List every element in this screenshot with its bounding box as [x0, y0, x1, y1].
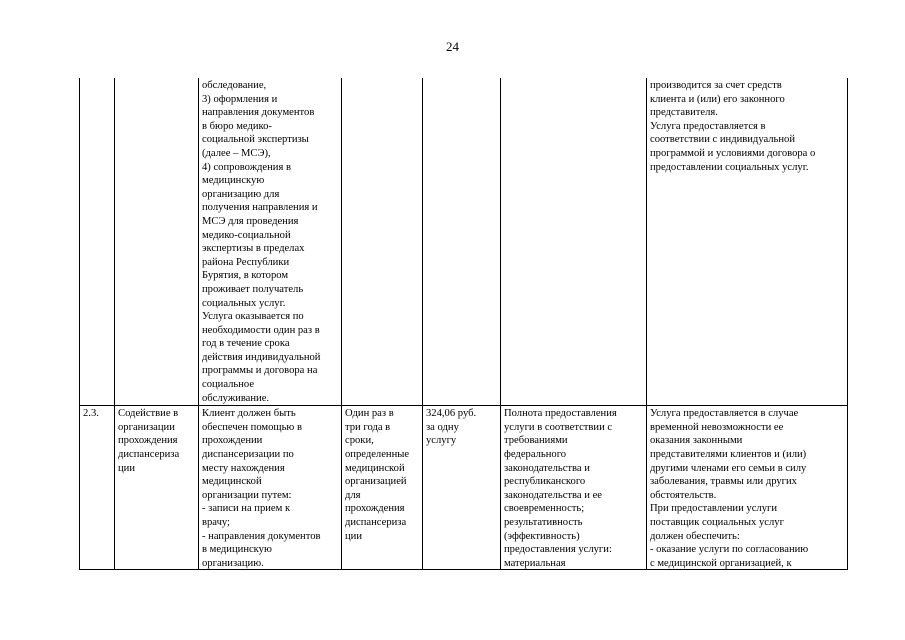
conditions-lines	[650, 79, 844, 174]
cell-conditions	[647, 406, 848, 570]
text-line: (далее – МСЭ),	[202, 147, 271, 159]
text-line: материальная	[504, 557, 566, 569]
text-line: диспансериза	[345, 517, 407, 528]
text-line: временной невозможности ее	[650, 421, 784, 433]
text-line: услугу	[426, 435, 457, 447]
text-line: за одну	[426, 421, 459, 433]
cell-periodicity	[342, 78, 423, 406]
cell-conditions	[647, 78, 848, 406]
text-line: 4) сопровождения в	[202, 161, 291, 173]
text-line: определенные	[345, 449, 410, 461]
text-line: Услуга предоставляется в	[650, 120, 766, 132]
text-line: год в течение срока	[202, 338, 290, 350]
text-line: диспансериза	[118, 449, 180, 461]
text-line: предоставлении социальных услуг.	[650, 161, 809, 173]
text-line: обследование,	[202, 80, 267, 91]
text-line: Услуга предоставляется в случае	[650, 408, 799, 420]
text-line: Клиент должен быть	[202, 408, 296, 420]
cell-periodicity	[342, 406, 423, 570]
text-line: в медицинскую	[202, 544, 272, 556]
text-line: проживает получатель	[202, 283, 304, 295]
cell-price	[423, 78, 501, 406]
text-line: организации	[118, 421, 175, 433]
text-line: прохождения	[118, 435, 178, 447]
text-line: социальных услуг.	[202, 297, 286, 309]
text-line: клиента и (или) его законного	[650, 93, 785, 105]
text-line: результативность	[504, 517, 583, 528]
service-name-lines	[118, 407, 195, 569]
text-line: должен обеспечить:	[650, 530, 740, 542]
text-line: При предоставлении услуги	[650, 503, 778, 515]
text-line: сроки,	[345, 435, 374, 447]
text-line: - записи на прием к	[202, 503, 291, 515]
text-line: необходимости один раз в	[202, 324, 320, 336]
cell-description	[199, 406, 342, 570]
text-line: организацию.	[202, 557, 264, 569]
text-line: ции	[345, 530, 363, 542]
text-line: своевременность;	[504, 503, 585, 515]
text-line: - оказание услуги по согласованию	[650, 544, 809, 556]
text-line: прохождения	[345, 503, 405, 515]
text-line: прохождении	[202, 435, 263, 447]
page-number: 24	[446, 39, 459, 54]
text-line: 324,06 руб.	[426, 408, 477, 420]
text-line: - направления документов	[202, 530, 321, 542]
indicators-lines	[504, 407, 643, 569]
text-line: действия индивидуальной	[202, 351, 321, 363]
text-line: программы и договора на	[202, 365, 318, 377]
text-line: экспертизы в пределах	[202, 243, 305, 255]
text-line: 3) оформления и	[202, 93, 278, 105]
text-line: Содействие в	[118, 408, 179, 420]
text-line: (эффективность)	[504, 530, 580, 542]
cell-service-name	[115, 406, 199, 570]
text-line: медицинскую	[202, 175, 265, 187]
text-line: представителя.	[650, 107, 718, 119]
text-line: Бурятия, в котором	[202, 270, 289, 282]
cell-number	[80, 78, 115, 406]
text-line: ции	[118, 462, 136, 474]
text-line: другими членами его семьи в силу	[650, 462, 807, 474]
cell-indicators	[501, 406, 647, 570]
periodicity-lines	[345, 407, 419, 569]
text-line: оказания законными	[650, 435, 743, 447]
text-line: Услуга оказывается по	[202, 311, 304, 323]
cell-number	[80, 406, 115, 570]
text-line: обслуживание.	[202, 392, 270, 404]
text-line: производится за счет средств	[650, 80, 782, 91]
text-line: обстоятельств.	[650, 489, 717, 501]
text-line: организацией	[345, 476, 407, 488]
text-line: района Республики	[202, 256, 290, 268]
text-line: врачу;	[202, 517, 231, 528]
text-line: программой и условиями договора о	[650, 147, 816, 159]
text-line: с медицинской организацией, к	[650, 557, 792, 569]
description-lines	[202, 407, 338, 569]
services-table	[79, 78, 848, 570]
cell-price	[423, 406, 501, 570]
text-line: социальное	[202, 379, 255, 391]
conditions-lines	[650, 407, 844, 569]
cell-indicators	[501, 78, 647, 406]
text-line: поставщик социальных услуг	[650, 517, 784, 528]
text-line: для	[345, 489, 361, 501]
text-line: организации путем:	[202, 489, 292, 501]
table-row-continued	[80, 78, 848, 406]
text-line: заболевания, травмы или других	[650, 476, 797, 488]
text-line: федерального	[504, 449, 567, 461]
text-line: соответствии с индивидуальной	[650, 134, 796, 146]
text-line: медицинской	[202, 476, 262, 488]
text-line: медико-социальной	[202, 229, 291, 241]
text-line: требованиями	[504, 435, 568, 447]
text-line: Полнота предоставления	[504, 408, 617, 420]
table-row-2-3	[80, 406, 848, 570]
text-line: обеспечен помощью в	[202, 421, 302, 433]
text-line: в бюро медико-	[202, 120, 272, 132]
text-line: диспансеризации по	[202, 449, 294, 461]
text-line: медицинской	[345, 462, 405, 474]
text-line: законодательства и	[504, 462, 590, 474]
cell-description	[199, 78, 342, 406]
text-line: организацию для	[202, 188, 280, 200]
text-line: социальной экспертизы	[202, 134, 309, 146]
text-line: законодательства и ее	[504, 489, 602, 501]
price-lines	[426, 407, 497, 569]
text-line: МСЭ для проведения	[202, 215, 299, 227]
description-lines	[202, 79, 338, 405]
row-number: 2.3.	[83, 408, 99, 420]
text-line: предоставления услуги:	[504, 544, 612, 556]
text-line: представителями клиентов и (или)	[650, 449, 807, 461]
text-line: республиканского	[504, 476, 586, 488]
text-line: Один раз в	[345, 408, 394, 420]
text-line: направления документов	[202, 107, 315, 119]
text-line: три года в	[345, 421, 391, 433]
text-line: получения направления и	[202, 202, 318, 214]
cell-service-name	[115, 78, 199, 406]
text-line: услуги в соответствии с	[504, 421, 613, 433]
text-line: месту нахождения	[202, 462, 285, 474]
